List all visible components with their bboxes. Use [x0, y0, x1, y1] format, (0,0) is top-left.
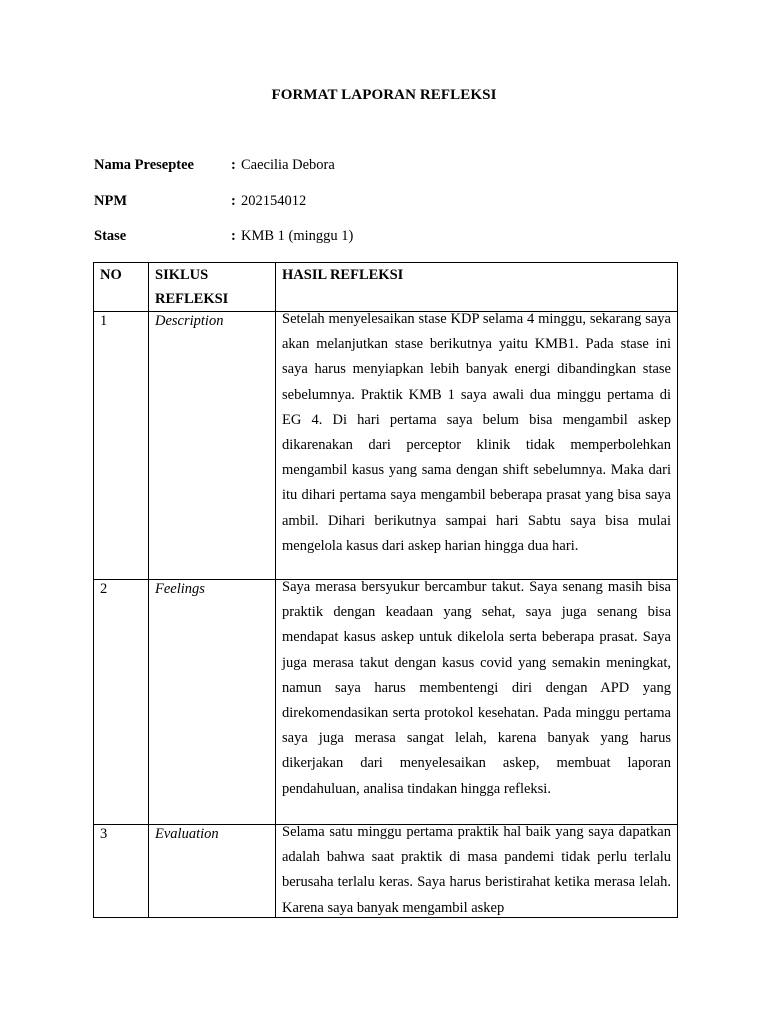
table-header-row — [94, 263, 678, 312]
row-result-text: Selama satu minggu pertama praktik hal baik yang saya dapatkan adalah bahwa saat praktik di masa pandemi tidak perlu terlalu berusaha terlalu keras. Saya harus beristirahat ketika merasa lelah. Karena saya banyak mengambil askep — [282, 825, 671, 916]
header-cycle-line2: REFLEKSI — [155, 291, 229, 307]
row-result-cell — [276, 312, 678, 580]
header-cycle-line1: SIKLUS — [155, 267, 209, 283]
row-result-text: Saya merasa bersyukur bercambur takut. Saya senang masih bisa praktik dengan keadaan yang sehat, saya juga senang bisa mendapat kasus askep untuk dikelola serta beberapa prasat. Saya juga merasa takut dengan kasus covid yang semakin meningkat, namun saya harus membentengi diri dengan APD yang direkomendasikan serta protokol kesehatan. Pada minggu pertama saya juga merasa sangat lelah, karena banyak yang harus dikerjakan dari menyelesaikan askep, membuat laporan pendahuluan, analisa tindakan hingga refleksi. — [282, 579, 671, 797]
row-result-clip — [282, 825, 671, 917]
field-separator: : — [231, 228, 236, 244]
field-label: Stase — [94, 228, 127, 244]
row-number: 2 — [94, 580, 149, 825]
row-cycle: Evaluation — [149, 825, 276, 918]
row-result-cell — [276, 580, 678, 825]
document-title: FORMAT LAPORAN REFLEKSI — [271, 87, 497, 103]
reflection-table — [93, 262, 678, 918]
header-cycle — [149, 263, 276, 312]
row-result-text: Setelah menyelesaikan stase KDP selama 4 minggu, sekarang saya akan melanjutkan stase berikutnya yaitu KMB1. Pada stase ini saya harus menyiapkan lebih banyak energi dibandingkan stase sebelumnya. Praktik KMB 1 saya awali dua minggu pertama di EG 4. Di hari pertama saya belum bisa mengambil askep dikarenakan dari perceptor klinik tidak memperbolehkan mengambil kasus yang sama dengan shift sebelumnya. Maka dari itu dihari pertama saya mengambil beberapa prasat yang bisa saya ambil. Dihari berikutnya sampai hari Sabtu saya bisa mulai mengelola kasus dari askep harian hingga dua hari. — [282, 311, 671, 554]
row-cycle: Feelings — [149, 580, 276, 825]
header-result: HASIL REFLEKSI — [276, 263, 678, 312]
field-value: Caecilia Debora — [241, 157, 335, 173]
table-row — [94, 580, 678, 825]
row-result-cell — [276, 825, 678, 918]
field-separator: : — [231, 157, 236, 173]
field-value: KMB 1 (minggu 1) — [241, 228, 354, 244]
field-label: Nama Preseptee — [94, 157, 194, 173]
table-row — [94, 312, 678, 580]
table-row — [94, 825, 678, 918]
field-separator: : — [231, 193, 236, 209]
row-number: 1 — [94, 312, 149, 580]
row-number: 3 — [94, 825, 149, 918]
header-no: NO — [94, 263, 149, 312]
field-label: NPM — [94, 193, 128, 209]
field-value: 202154012 — [241, 193, 307, 209]
row-cycle: Description — [149, 312, 276, 580]
